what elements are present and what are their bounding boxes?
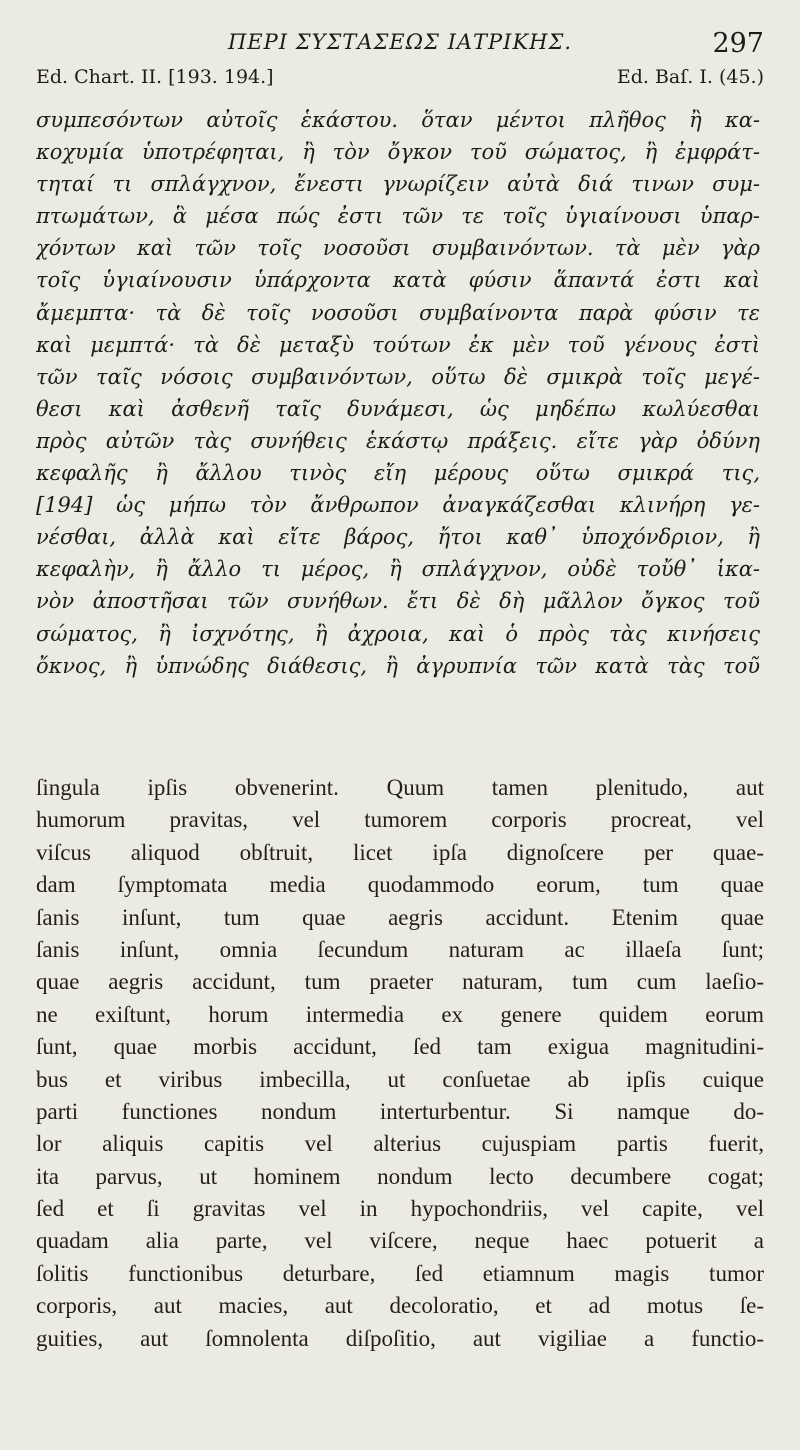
- edition-reference-basel: Ed. Baſ. I. (45.): [616, 66, 764, 88]
- latin-line: guities, aut ſomnolenta diſpoſitio, aut vigiliae a functio-: [36, 1325, 764, 1351]
- greek-line: ἄμεμπτα· τὰ δὲ τοῖς νοσοῦσι συμβαίνοντα παρὰ φύσιν τε: [36, 300, 760, 325]
- running-head: [36, 30, 764, 64]
- latin-line: quadam alia parte, vel viſcere, neque haec potuerit a: [36, 1228, 764, 1254]
- latin-line: ſolitis functionibus deturbare, ſed etiamnum magis tumor: [36, 1260, 764, 1286]
- greek-line: καὶ μεμπτά· τὰ δὲ μεταξὺ τούτων ἐκ μὲν τοῦ γένους ἐστὶ: [36, 332, 760, 357]
- greek-line: νέσθαι, ἀλλὰ καὶ εἴτε βάρος, ἤτοι καθ᾽ ὑποχόνδριον, ἢ: [36, 525, 760, 550]
- latin-line: lor aliquis capitis vel alterius cujuspiam partis fuerit,: [36, 1131, 764, 1157]
- greek-line: κοχυμία ὑποτρέφηται, ἢ τὸν ὄγκον τοῦ σώματος, ἢ ἐμφράτ-: [36, 140, 760, 165]
- greek-line: χόντων καὶ τῶν τοῖς νοσοῦσι συμβαινόντων. τὰ μὲν γὰρ: [36, 236, 760, 261]
- running-title: ΠΕΡΙ ΣΥΣΤΑΣΕΩΣ ΙΑΤΡΙΚΗΣ.: [227, 30, 572, 54]
- latin-line: viſcus aliquod obſtruit, licet ipſa dignoſcere per quae-: [36, 839, 764, 865]
- latin-line: ſanis inſunt, omnia ſecundum naturam ac illaeſa ſunt;: [36, 936, 764, 962]
- latin-line: ſanis inſunt, tum quae aegris accidunt. Etenim quae: [36, 904, 764, 930]
- edition-line: [36, 66, 764, 92]
- greek-line: συμπεσόντων αὐτοῖς ἑκάστου. ὅταν μέντοι πλῆθος ἢ κα-: [36, 108, 760, 132]
- greek-line: [194] ὡς μήπω τὸν ἄνθρωπον ἀναγκάζεσθαι κλινήρη γε-: [36, 493, 760, 518]
- greek-line: τηταί τι σπλάγχνον, ἔνεστι γνωρίζειν αὐτὰ διά τινων συμ-: [36, 172, 760, 197]
- latin-line: dam ſymptomata media quodammodo eorum, tum quae: [36, 872, 764, 898]
- latin-line: humorum pravitas, vel tumorem corporis procreat, vel: [36, 807, 764, 833]
- latin-line: ſingula ipſis obvenerint. Quum tamen plenitudo, aut: [36, 775, 764, 800]
- greek-line: σώματος, ἢ ἰσχνότης, ἢ ἀχροια, καὶ ὁ πρὸς τὰς κινήσεις: [36, 621, 760, 646]
- greek-text-block: [36, 104, 760, 682]
- greek-line: νὸν ἀποστῆσαι τῶν συνήθων. ἔτι δὲ δὴ μᾶλλον ὄγκος τοῦ: [36, 589, 760, 614]
- latin-line: parti functiones nondum interturbentur. Si namque do-: [36, 1098, 764, 1124]
- latin-line: ita parvus, ut hominem nondum lecto decumbere cogat;: [36, 1163, 764, 1189]
- greek-line: κεφαλῆς ἢ ἄλλου τινὸς εἴη μέρους οὕτω σμικρά τις,: [36, 461, 760, 486]
- latin-line: corporis, aut macies, aut decoloratio, et ad motus ſe-: [36, 1293, 764, 1319]
- greek-line: κεφαλὴν, ἢ ἄλλο τι μέρος, ἢ σπλάγχνον, οὐδὲ τοὔθ᾽ ἱκα-: [36, 557, 760, 582]
- greek-line: πτωμάτων, ἃ μέσα πώς ἐστι τῶν τε τοῖς ὑγιαίνουσι ὑπαρ-: [36, 204, 760, 229]
- latin-line: bus et viribus imbecilla, ut conſuetae ab ipſis cuique: [36, 1066, 764, 1092]
- latin-text-block: [36, 772, 764, 1355]
- greek-line: πρὸς αὐτῶν τὰς συνήθεις ἑκάστῳ πράξεις. εἴτε γὰρ ὀδύνη: [36, 428, 760, 453]
- latin-line: quae aegris accidunt, tum praeter naturam, tum cum laeſio-: [36, 969, 764, 995]
- latin-line: ſed et ſi gravitas vel in hypochondriis, vel capite, vel: [36, 1196, 764, 1222]
- greek-line: ὄκνος, ἢ ὑπνώδης διάθεσις, ἢ ἀγρυπνία τῶν κατὰ τὰς τοῦ: [36, 653, 760, 678]
- greek-line: τοῖς ὑγιαίνουσιν ὑπάρχοντα κατὰ φύσιν ἅπαντά ἐστι καὶ: [36, 268, 760, 293]
- edition-reference-chart: Ed. Chart. II. [193. 194.]: [36, 66, 274, 88]
- greek-line: τῶν ταῖς νόσοις συμβαινόντων, οὕτω δὲ σμικρὰ τοῖς μεγέ-: [36, 364, 760, 389]
- page-number: 297: [712, 28, 764, 59]
- latin-line: ſunt, quae morbis accidunt, ſed tam exigua magnitudini-: [36, 1034, 764, 1060]
- latin-line: ne exiſtunt, horum intermedia ex genere quidem eorum: [36, 1001, 764, 1027]
- greek-line: θεσι καὶ ἀσθενῆ ταῖς δυνάμεσι, ὡς μηδέπω κωλύεσθαι: [36, 396, 760, 421]
